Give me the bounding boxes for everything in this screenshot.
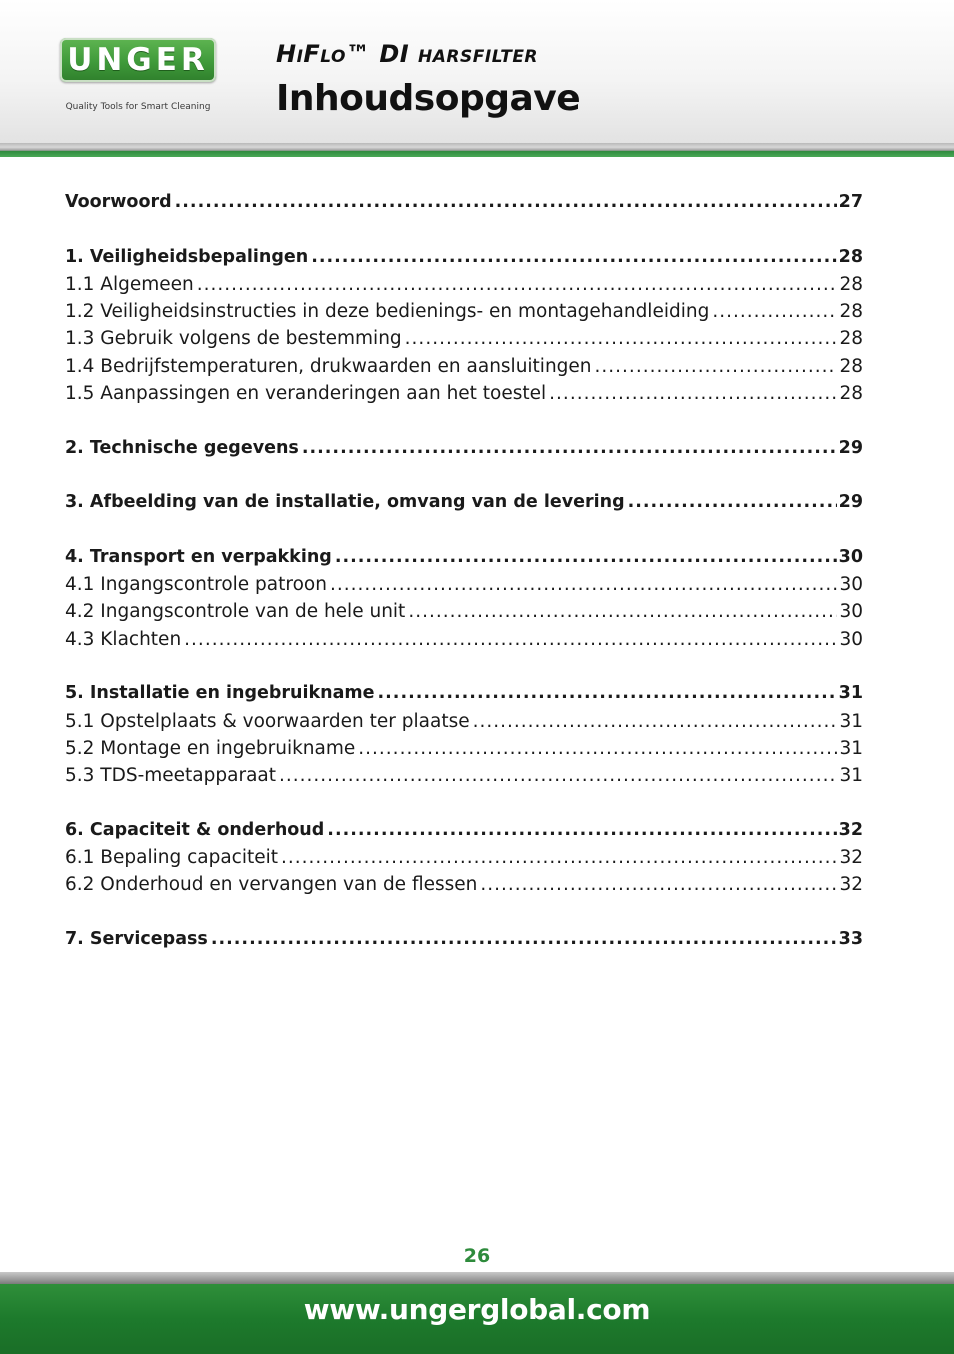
toc-subsection-entry[interactable] <box>65 598 863 625</box>
toc-page-number: 30 <box>839 601 863 623</box>
toc-dot-leader <box>473 708 838 735</box>
toc-section-entry[interactable] <box>65 926 863 953</box>
toc-dot-leader <box>378 680 837 707</box>
logo-plate <box>60 38 216 82</box>
toc-entry-label: 5.2 Montage en ingebruikname <box>65 737 356 759</box>
toc-entry-label: 4.1 Ingangscontrole patroon <box>65 574 327 596</box>
toc-entry-label: 1.1 Algemeen <box>65 273 194 295</box>
toc-dot-leader <box>197 271 838 298</box>
toc-subsection-entry[interactable] <box>65 298 863 325</box>
toc-section-entry[interactable] <box>65 435 863 462</box>
toc-section-entry[interactable] <box>65 544 863 571</box>
document-title: HiFlo™ DI harsfilter <box>276 40 539 68</box>
toc-page-number: 33 <box>838 929 863 950</box>
toc-dot-leader <box>211 926 837 953</box>
toc-entry-label: 1.4 Bedrijfstemperaturen, drukwaarden en aansluitingen <box>65 355 592 377</box>
toc-spacer <box>65 653 863 680</box>
toc-entry-label: 7. Servicepass <box>65 929 208 950</box>
toc-dot-leader <box>281 844 837 871</box>
toc-dot-leader <box>405 325 838 352</box>
toc-dot-leader <box>628 489 837 516</box>
toc-entry-label: 1.2 Veiligheidsinstructies in deze bedienings- en montagehandleiding <box>65 301 710 323</box>
toc-entry-label: 2. Technische gegevens <box>65 437 299 458</box>
toc-page-number: 31 <box>839 710 863 732</box>
toc-entry-label: 1.5 Aanpassingen en veranderingen aan het toestel <box>65 383 547 405</box>
footer-divider <box>0 1272 954 1284</box>
toc-dot-leader <box>302 435 837 462</box>
toc-page-number: 27 <box>838 192 863 212</box>
toc-subsection-entry[interactable] <box>65 844 863 871</box>
unger-logo <box>60 38 216 118</box>
toc-subsection-entry[interactable] <box>65 735 863 762</box>
toc-dot-leader <box>311 244 836 271</box>
toc-page-number: 31 <box>839 737 863 759</box>
toc-entry-label: 6.2 Onderhoud en vervangen van de flessen <box>65 874 478 896</box>
toc-dot-leader <box>184 626 837 653</box>
toc-entry-label: 5.1 Opstelplaats & voorwaarden ter plaatse <box>65 710 470 732</box>
toc-page-number: 29 <box>838 492 863 513</box>
toc-dot-leader <box>408 598 837 625</box>
toc-page-number: 30 <box>839 628 863 650</box>
toc-entry-label: 3. Afbeelding van de installatie, omvang van de levering <box>65 492 625 513</box>
toc-page-number: 31 <box>838 683 863 704</box>
toc-dot-leader <box>358 735 837 762</box>
toc-section-entry[interactable] <box>65 244 863 271</box>
toc-spacer <box>65 517 863 544</box>
website-link[interactable]: www.ungerglobal.com <box>303 1293 651 1326</box>
toc-subsection-entry[interactable] <box>65 325 863 352</box>
toc-spacer <box>65 790 863 817</box>
toc-subsection-entry[interactable] <box>65 708 863 735</box>
toc-entry-label: 6.1 Bepaling capaciteit <box>65 847 279 869</box>
toc-page-number: 29 <box>838 437 863 458</box>
toc-subsection-entry[interactable] <box>65 626 863 653</box>
page-title: Inhoudsopgave <box>276 78 581 119</box>
logo-tagline: Quality Tools for Smart Cleaning <box>65 102 211 112</box>
table-of-contents <box>65 189 863 953</box>
toc-page-number: 28 <box>839 355 863 377</box>
toc-dot-leader <box>480 871 837 898</box>
toc-subsection-entry[interactable] <box>65 353 863 380</box>
toc-entry-label: 1. Veiligheidsbepalingen <box>65 246 309 267</box>
toc-entry-label: 4. Transport en verpakking <box>65 546 332 567</box>
toc-dot-leader <box>335 544 837 571</box>
logo-wordmark: UNGER <box>67 42 209 78</box>
toc-dot-leader <box>595 353 838 380</box>
toc-dot-leader <box>330 571 837 598</box>
toc-entry-label: 5. Installatie en ingebruikname <box>65 683 375 704</box>
toc-subsection-entry[interactable] <box>65 271 863 298</box>
toc-entry-label: Voorwoord <box>65 192 172 212</box>
toc-section-entry[interactable] <box>65 817 863 844</box>
page-number: 26 <box>463 1245 491 1267</box>
toc-subsection-entry[interactable] <box>65 762 863 789</box>
toc-section-entry[interactable] <box>65 680 863 707</box>
toc-dot-leader <box>175 189 837 216</box>
toc-section-entry[interactable] <box>65 489 863 516</box>
toc-page-number: 30 <box>838 546 863 567</box>
toc-page-number: 28 <box>839 328 863 350</box>
toc-page-number: 28 <box>839 301 863 323</box>
toc-page-number: 28 <box>839 383 863 405</box>
toc-dot-leader <box>712 298 837 325</box>
toc-dot-leader <box>279 762 837 789</box>
toc-spacer <box>65 407 863 434</box>
toc-page-number: 32 <box>839 847 863 869</box>
toc-spacer <box>65 462 863 489</box>
toc-page-number: 32 <box>838 819 863 840</box>
toc-entry-label: 5.3 TDS-meetapparaat <box>65 765 276 787</box>
toc-dot-leader <box>549 380 837 407</box>
toc-subsection-entry[interactable] <box>65 380 863 407</box>
toc-entry-label: 4.3 Klachten <box>65 628 182 650</box>
toc-entry-label: 6. Capaciteit & onderhoud <box>65 819 325 840</box>
toc-spacer <box>65 899 863 926</box>
toc-page-number: 28 <box>839 273 863 295</box>
header-divider <box>0 143 954 157</box>
toc-dot-leader <box>327 817 836 844</box>
toc-subsection-entry[interactable] <box>65 571 863 598</box>
toc-page-number: 31 <box>839 765 863 787</box>
toc-spacer <box>65 216 863 243</box>
toc-page-number: 32 <box>839 874 863 896</box>
toc-entry-label: 1.3 Gebruik volgens de bestemming <box>65 328 402 350</box>
toc-entry-label: 4.2 Ingangscontrole van de hele unit <box>65 601 406 623</box>
toc-page-number: 28 <box>838 246 863 267</box>
toc-section-entry[interactable] <box>65 189 863 216</box>
toc-page-number: 30 <box>839 574 863 596</box>
toc-subsection-entry[interactable] <box>65 871 863 898</box>
